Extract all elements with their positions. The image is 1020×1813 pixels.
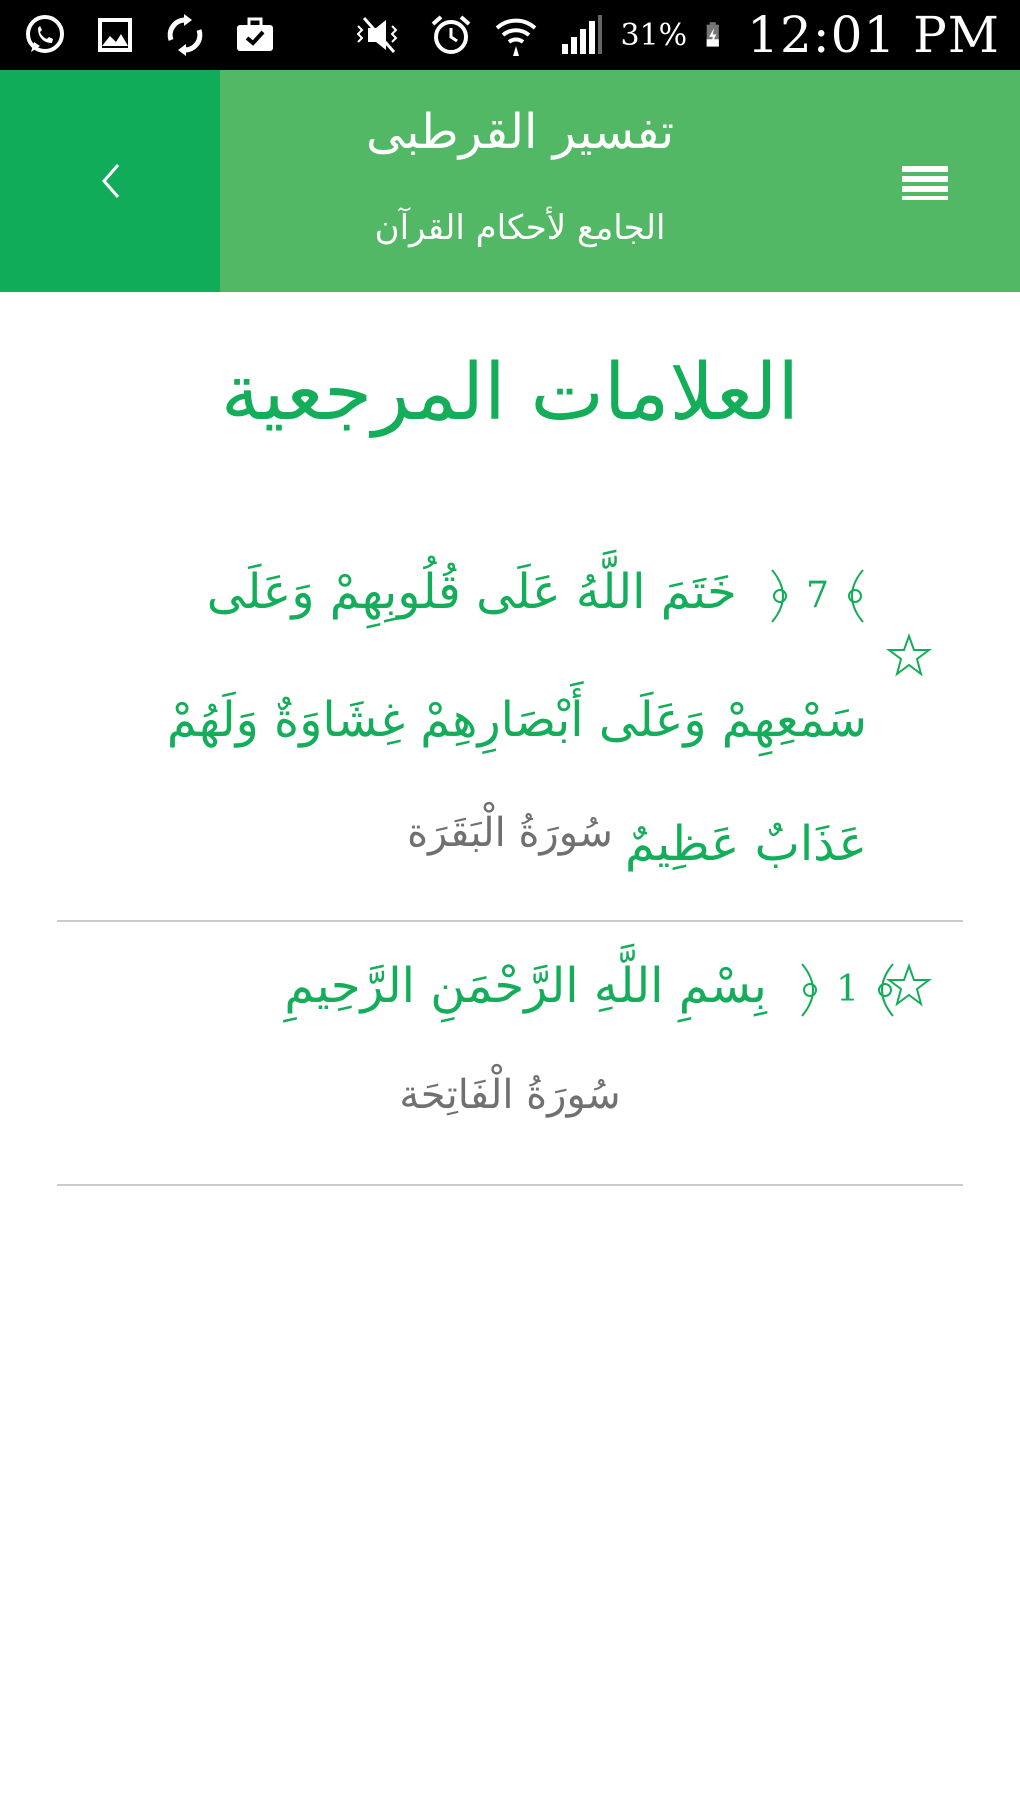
status-bar xyxy=(0,0,1020,70)
whatsapp-icon xyxy=(22,12,68,58)
star-icon[interactable] xyxy=(885,632,933,680)
alarm-icon xyxy=(428,12,474,58)
list-item[interactable] xyxy=(57,510,963,922)
chevron-left-icon xyxy=(98,161,122,201)
app-title: تفسير القرطبى xyxy=(365,104,675,160)
sync-icon xyxy=(162,12,208,58)
wifi-icon xyxy=(490,12,542,58)
battery-percentage: 31% xyxy=(620,17,688,53)
notification-icons xyxy=(22,10,278,60)
ayah-ornament-icon xyxy=(837,566,867,626)
verse-words: خَتَمَ اللَّهُ عَلَى قُلُوبِهِمْ وَعَلَى سَمْعِهِمْ وَعَلَى أَبْصَارِهِمْ غِشَاوَةٌ وَلَهُمْ عَذَابٌ عَظِيمٌ xyxy=(166,564,867,872)
system-status xyxy=(342,0,1000,70)
ayah-number: 1 xyxy=(836,968,859,1010)
menu-icon[interactable] xyxy=(900,162,950,202)
list-item[interactable] xyxy=(57,922,963,1186)
back-button[interactable] xyxy=(0,70,220,292)
ayah-ornament-icon xyxy=(867,960,897,1020)
ayah-number: 7 xyxy=(806,574,829,616)
briefcase-icon xyxy=(232,12,278,58)
signal-icon xyxy=(558,12,604,58)
ayah-number-marker xyxy=(798,928,897,1052)
ayah-number-marker xyxy=(768,534,867,658)
verse-words: بِسْمِ اللَّهِ الرَّحْمَنِ الرَّحِيمِ xyxy=(284,958,767,1014)
ayah-ornament-icon xyxy=(798,960,828,1020)
battery-icon xyxy=(703,12,731,58)
app-subtitle: الجامع لأحكام القرآن xyxy=(374,208,666,248)
bookmarks-list xyxy=(57,510,963,1186)
mute-icon xyxy=(342,12,412,58)
gallery-icon xyxy=(92,12,138,58)
verse-text xyxy=(87,924,897,1052)
app-bar xyxy=(0,70,1020,292)
ayah-ornament-icon xyxy=(768,566,798,626)
surah-name: سُورَةُ الْبَقَرَة xyxy=(407,810,613,856)
clock: 12:01 PM xyxy=(747,6,1000,64)
surah-name: سُورَةُ الْفَاتِحَة xyxy=(399,1072,621,1118)
app-titles xyxy=(220,70,820,292)
page-title: العلامات المرجعية xyxy=(220,348,800,438)
